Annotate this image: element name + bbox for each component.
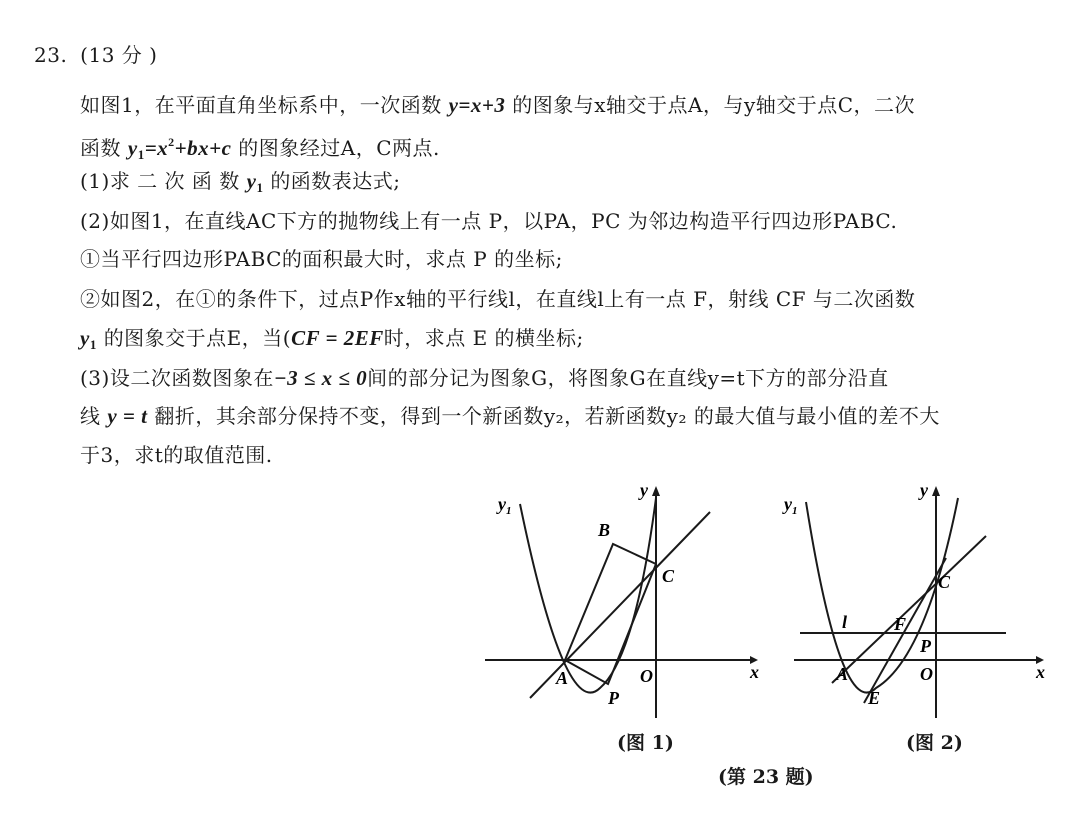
problem-footer-caption: (第 23 题) bbox=[718, 766, 814, 788]
y-axis-arrow bbox=[932, 486, 940, 496]
label-y: y bbox=[920, 480, 928, 500]
label-p: P bbox=[920, 636, 931, 656]
linear-function-formula: y=x+3 bbox=[448, 93, 506, 117]
label-f: F bbox=[894, 614, 907, 634]
y1-symbol: $y_1$ bbox=[246, 169, 264, 195]
quadratic-function-formula: $y_1=x^2+bx+c$ bbox=[127, 135, 232, 162]
question-2: (2)如图1，在直线AC下方的抛物线上有一点 P，以PA，PC 为邻边构造平行四边形PABC. bbox=[80, 209, 898, 233]
parallelogram-ab-bc bbox=[565, 544, 656, 660]
label-l: l bbox=[842, 612, 848, 632]
label-c: C bbox=[938, 572, 951, 592]
parabola-curve bbox=[520, 498, 656, 693]
label-p: P bbox=[608, 688, 619, 708]
intro-text: 的图象与x轴交于点A，与y轴交于点C，二次 bbox=[512, 93, 916, 117]
label-e: E bbox=[868, 688, 881, 708]
intro-text: 如图1，在平面直角坐标系中，一次函数 bbox=[80, 93, 442, 117]
label-a: A bbox=[836, 664, 849, 684]
range-formula: −3 ≤ x ≤ 0 bbox=[273, 366, 368, 390]
question-1: (1)求 二 次 函 数 $y_1$ 的函数表达式; bbox=[80, 169, 401, 195]
problem-header bbox=[34, 40, 157, 70]
label-x: x bbox=[1036, 662, 1045, 682]
label-x: x bbox=[750, 662, 759, 682]
question-3: (3)设二次函数图象在−3 ≤ x ≤ 0间的部分记为图象G，将图象G在直线y=t下方的部分沿直 bbox=[80, 366, 889, 390]
label-b: B bbox=[598, 520, 611, 540]
figure-1 bbox=[480, 478, 770, 728]
y1-symbol: $y_1$ bbox=[80, 326, 97, 352]
question-3-cont: 线 y = t 翻折，其余部分保持不变，得到一个新函数y₂，若新函数y₂ 的最大值与最小值的差不大 bbox=[80, 404, 940, 428]
question-3-end: 于3，求t的取值范围. bbox=[80, 443, 273, 467]
intro-line-2 bbox=[80, 127, 440, 170]
label-y: y bbox=[640, 480, 648, 500]
intro-line-1 bbox=[80, 90, 915, 120]
question-2-part-2: ②如图2，在①的条件下，过点P作x轴的平行线l，在直线l上有一点 F，射线 CF 与二次函数 bbox=[80, 287, 916, 311]
line-y-t-formula: y = t bbox=[107, 404, 148, 428]
label-c: C bbox=[662, 566, 675, 586]
question-2-part-1: ①当平行四边形PABC的面积最大时，求点 P 的坐标; bbox=[80, 247, 563, 271]
intro-text: 函数 bbox=[80, 136, 121, 160]
cf-2ef-formula: CF = 2EF bbox=[291, 326, 384, 350]
intro-text: 的图象经过A，C两点. bbox=[238, 136, 440, 160]
figure-2 bbox=[786, 478, 1056, 728]
y-axis-arrow bbox=[652, 486, 660, 496]
label-a: A bbox=[556, 668, 569, 688]
problem-number: 23. bbox=[34, 43, 68, 67]
label-y1: $y_1$ bbox=[498, 494, 512, 517]
figure-1-caption: (图 1) bbox=[617, 732, 674, 754]
problem-score: (13 分 ) bbox=[80, 43, 158, 67]
figure-2-caption: (图 2) bbox=[906, 732, 963, 754]
label-o: O bbox=[640, 666, 653, 686]
label-o: O bbox=[920, 664, 933, 684]
question-2-part-2-cont: $y_1$ 的图象交于点E，当(CF = 2EF时，求点 E 的横坐标; bbox=[80, 326, 584, 352]
label-y1: $y_1$ bbox=[784, 494, 798, 517]
